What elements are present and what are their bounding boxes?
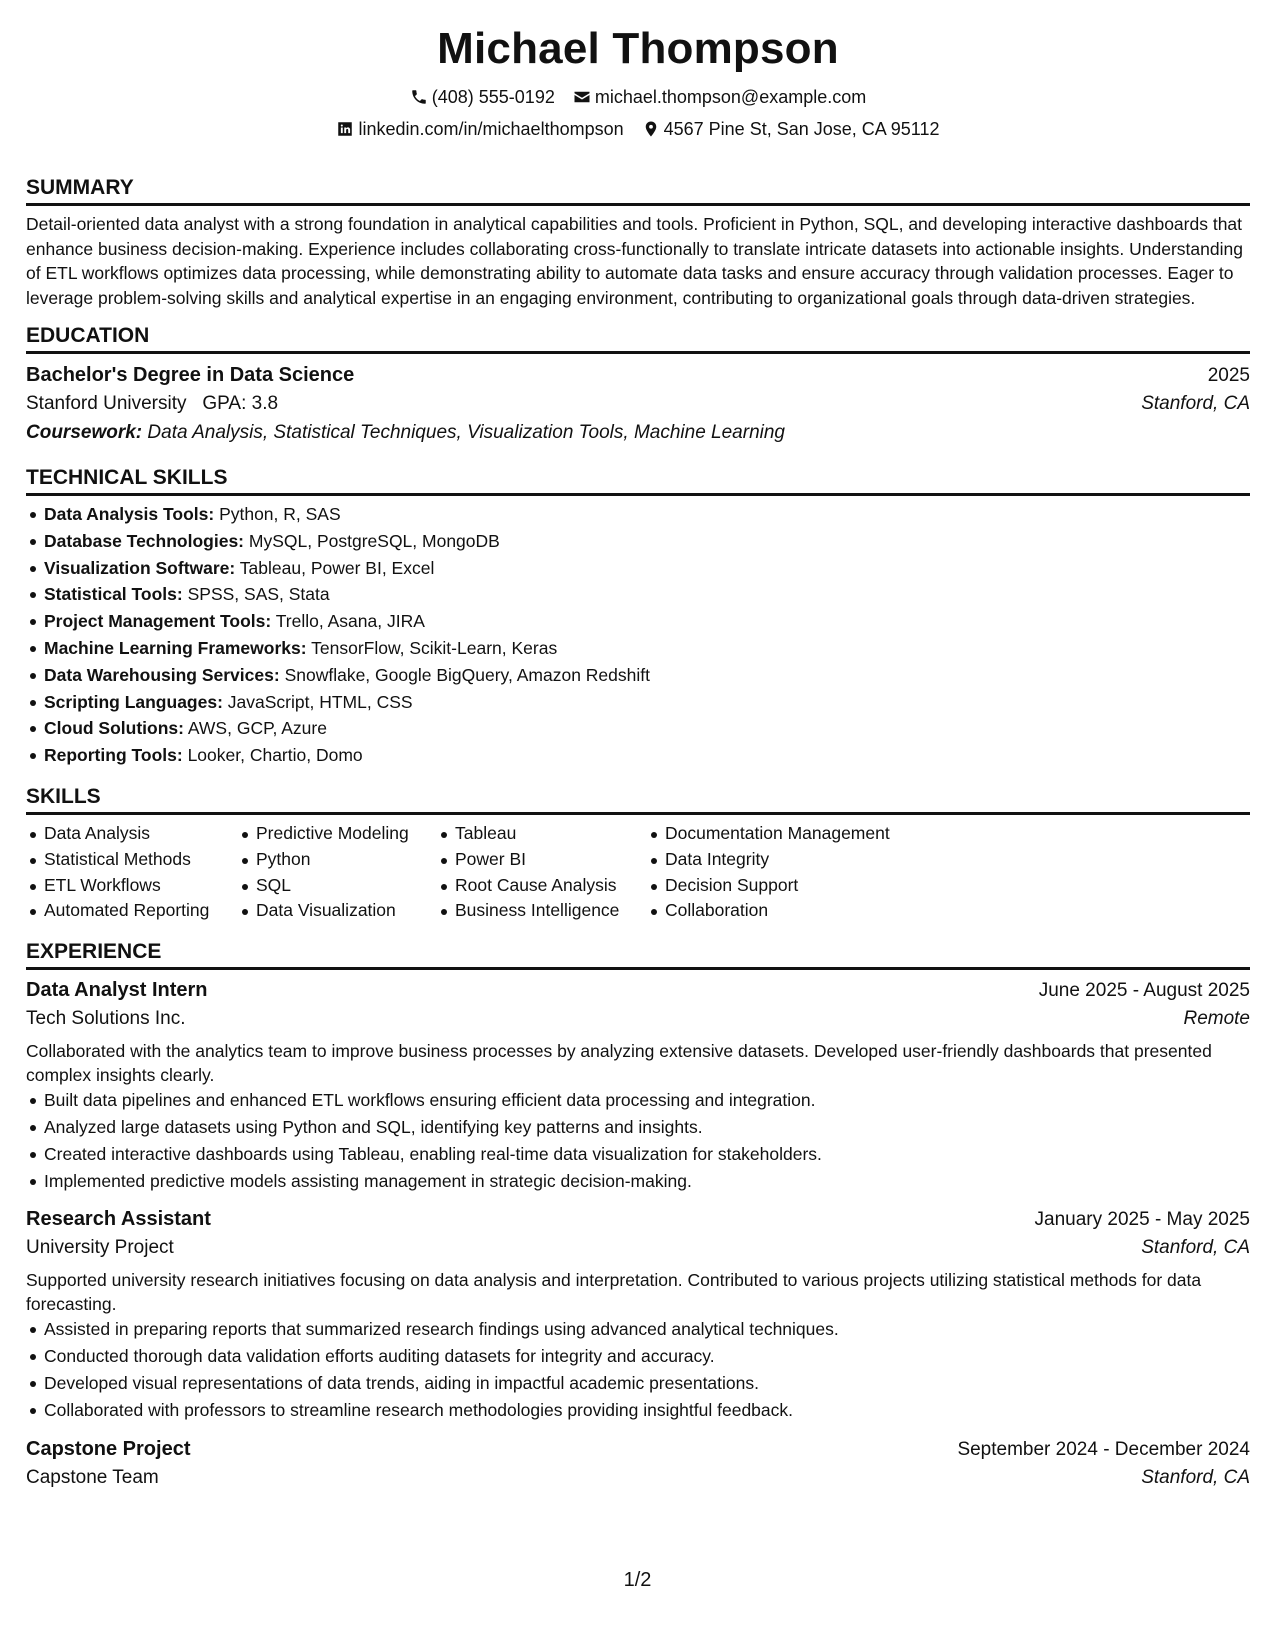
list-item: Root Cause Analysis — [455, 873, 647, 899]
page-number: 1/2 — [623, 1569, 652, 1591]
skill-value: MySQL, PostgreSQL, MongoDB — [248, 530, 500, 551]
skill-label: Data Warehousing Services: — [44, 664, 280, 685]
list-item — [44, 635, 1250, 662]
list-item: Data Visualization — [256, 898, 437, 924]
job-description: Supported university research initiatives focusing on data analysis and interpretation. Contributed to various projects utilizing statistical methods for data forecasting. — [26, 1270, 1202, 1315]
contact-address — [642, 117, 940, 141]
list-item: Automated Reporting — [44, 898, 238, 924]
list-item: Data Integrity — [665, 847, 965, 873]
skill-label: Machine Learning Frameworks: — [44, 637, 307, 658]
job-dates: September 2024 - December 2024 — [957, 1438, 1250, 1460]
contact-phone[interactable] — [410, 85, 555, 109]
job-title: Capstone Project — [26, 1437, 191, 1460]
list-item — [44, 555, 1250, 582]
skill-label: Visualization Software: — [44, 557, 236, 578]
skill-value: JavaScript, HTML, CSS — [227, 691, 413, 712]
education-heading: EDUCATION — [26, 322, 1250, 354]
candidate-name: Michael Thompson — [437, 24, 839, 73]
job-org-row — [26, 1464, 1250, 1492]
linkedin-icon — [336, 120, 354, 138]
envelope-icon — [573, 88, 591, 106]
list-item: Data Analysis — [44, 821, 238, 847]
list-item — [44, 689, 1250, 716]
job-entry-1 — [26, 975, 1250, 1194]
list-item: Business Intelligence — [455, 898, 647, 924]
skills-column-3 — [437, 821, 647, 924]
list-item: Created interactive dashboards using Tableau, enabling real-time data visualization for stakeholders. — [44, 1141, 1250, 1168]
job-dates: June 2025 - August 2025 — [1038, 980, 1250, 1002]
job-dates: January 2025 - May 2025 — [1034, 1209, 1250, 1231]
list-item: Documentation Management — [665, 821, 965, 847]
list-item: Developed visual representations of data trends, aiding in impactful academic presentations. — [44, 1370, 1250, 1397]
list-item — [44, 608, 1250, 635]
list-item: Power BI — [455, 847, 647, 873]
school-name: Stanford University — [26, 393, 187, 414]
job-entry-3 — [26, 1434, 1250, 1492]
skill-value: Snowflake, Google BigQuery, Amazon Redshift — [284, 664, 650, 685]
skill-label: Statistical Tools: — [44, 584, 183, 605]
contact-email[interactable] — [573, 85, 866, 109]
job-title: Data Analyst Intern — [26, 979, 208, 1002]
skill-value: AWS, GCP, Azure — [187, 718, 327, 739]
summary-section — [26, 174, 1250, 310]
gpa: GPA: 3.8 — [202, 393, 279, 414]
list-item: Tableau — [455, 821, 647, 847]
list-item: Predictive Modeling — [256, 821, 437, 847]
coursework-line — [26, 418, 1250, 448]
list-item: Built data pipelines and enhanced ETL workflows ensuring efficient data processing and integration. — [44, 1087, 1250, 1114]
contact-row-2 — [26, 117, 1250, 141]
experience-section — [26, 938, 1250, 1491]
list-item — [44, 662, 1250, 689]
address-text: 4567 Pine St, San Jose, CA 95112 — [663, 119, 940, 139]
job-bullets — [26, 1316, 1250, 1423]
list-item — [44, 528, 1250, 555]
summary-text: Detail-oriented data analyst with a strong foundation in analytical capabilities and tools. Proficient in Python, SQL, and developing interactive dashboards that enhance business decision-making. Experience includes collaborating cross-functionally to translate intricate datasets into actionable insights. Understanding of ETL workflows optimizes data processing, while demonstrating ability to automate data tasks and ensure accuracy through validation processes. Eager to leverage problem-solving skills and analytical expertise in an engaging environment, contributing to organizational goals through data-driven strategies. — [26, 214, 1243, 308]
coursework-list: Data Analysis, Statistical Techniques, Visualization Tools, Machine Learning — [147, 422, 785, 443]
list-item: Assisted in preparing reports that summarized research findings using advanced analytical techniques. — [44, 1316, 1250, 1343]
job-org: Tech Solutions Inc. — [26, 1008, 186, 1030]
education-title-row — [26, 360, 1250, 390]
technical-skills-list — [26, 501, 1250, 769]
job-entry-2 — [26, 1204, 1250, 1423]
skill-value: SPSS, SAS, Stata — [187, 584, 330, 605]
skill-value: Looker, Chartio, Domo — [187, 745, 363, 766]
list-item: Analyzed large datasets using Python and SQL, identifying key patterns and insights. — [44, 1114, 1250, 1141]
phone-text: (408) 555-0192 — [431, 87, 555, 107]
list-item: Decision Support — [665, 873, 965, 899]
skill-value: TensorFlow, Scikit-Learn, Keras — [311, 637, 558, 658]
job-location: Remote — [1183, 1008, 1250, 1030]
education-location: Stanford, CA — [1141, 393, 1250, 414]
job-title-row — [26, 1434, 1250, 1464]
skill-label: Project Management Tools: — [44, 611, 272, 632]
job-org: University Project — [26, 1237, 174, 1259]
skills-section — [26, 783, 1250, 924]
list-item: ETL Workflows — [44, 873, 238, 899]
school-info — [26, 390, 278, 418]
skill-value: Python, R, SAS — [219, 504, 341, 524]
job-description: Collaborated with the analytics team to improve business processes by analyzing extensive datasets. Developed user-friendly dashboards that presented complex insights clearly. — [26, 1041, 1212, 1086]
job-org-row — [26, 1005, 1250, 1033]
skill-label: Database Technologies: — [44, 530, 245, 551]
list-item — [44, 742, 1250, 769]
skills-column-4 — [647, 821, 965, 924]
education-sub-row — [26, 390, 1250, 418]
job-location: Stanford, CA — [1141, 1237, 1250, 1259]
skill-value: Trello, Asana, JIRA — [275, 611, 425, 632]
job-bullets — [26, 1087, 1250, 1194]
skill-label: Reporting Tools: — [44, 745, 183, 766]
linkedin-text: linkedin.com/in/michaelthompson — [358, 119, 624, 139]
list-item: Implemented predictive models assisting management in strategic decision-making. — [44, 1168, 1250, 1195]
education-section — [26, 322, 1250, 448]
list-item: Conducted thorough data validation efforts auditing datasets for integrity and accuracy. — [44, 1343, 1250, 1370]
job-org-row — [26, 1234, 1250, 1262]
coursework-label: Coursework: — [26, 422, 143, 443]
skills-column-1 — [26, 821, 238, 924]
skills-heading: SKILLS — [26, 783, 1250, 815]
skill-label: Scripting Languages: — [44, 691, 223, 712]
list-item: Python — [256, 847, 437, 873]
technical-skills-heading: TECHNICAL SKILLS — [26, 464, 1250, 496]
email-text: michael.thompson@example.com — [594, 87, 867, 107]
list-item — [44, 581, 1250, 608]
skill-label: Data Analysis Tools: — [44, 504, 215, 524]
contact-linkedin[interactable] — [336, 117, 623, 141]
map-pin-icon — [642, 120, 660, 138]
experience-heading: EXPERIENCE — [26, 938, 1250, 970]
job-title: Research Assistant — [26, 1208, 211, 1231]
technical-skills-section — [26, 464, 1250, 769]
job-title-row — [26, 975, 1250, 1005]
job-org: Capstone Team — [26, 1466, 159, 1488]
degree-title: Bachelor's Degree in Data Science — [26, 364, 355, 386]
list-item: Collaboration — [665, 898, 965, 924]
phone-icon — [410, 88, 428, 106]
list-item: SQL — [256, 873, 437, 899]
graduation-year: 2025 — [1207, 365, 1250, 386]
skill-value: Tableau, Power BI, Excel — [239, 557, 435, 578]
list-item: Statistical Methods — [44, 847, 238, 873]
summary-heading: SUMMARY — [26, 174, 1250, 206]
job-title-row — [26, 1204, 1250, 1234]
contact-row-1 — [26, 85, 1250, 109]
resume-page — [26, 20, 1250, 1492]
list-item — [44, 501, 1250, 528]
skills-column-2 — [238, 821, 437, 924]
skills-grid — [26, 821, 1250, 924]
list-item: Collaborated with professors to streamline research methodologies providing insightful feedback. — [44, 1397, 1250, 1424]
job-location: Stanford, CA — [1141, 1466, 1250, 1488]
skill-label: Cloud Solutions: — [44, 718, 184, 739]
list-item — [44, 715, 1250, 742]
